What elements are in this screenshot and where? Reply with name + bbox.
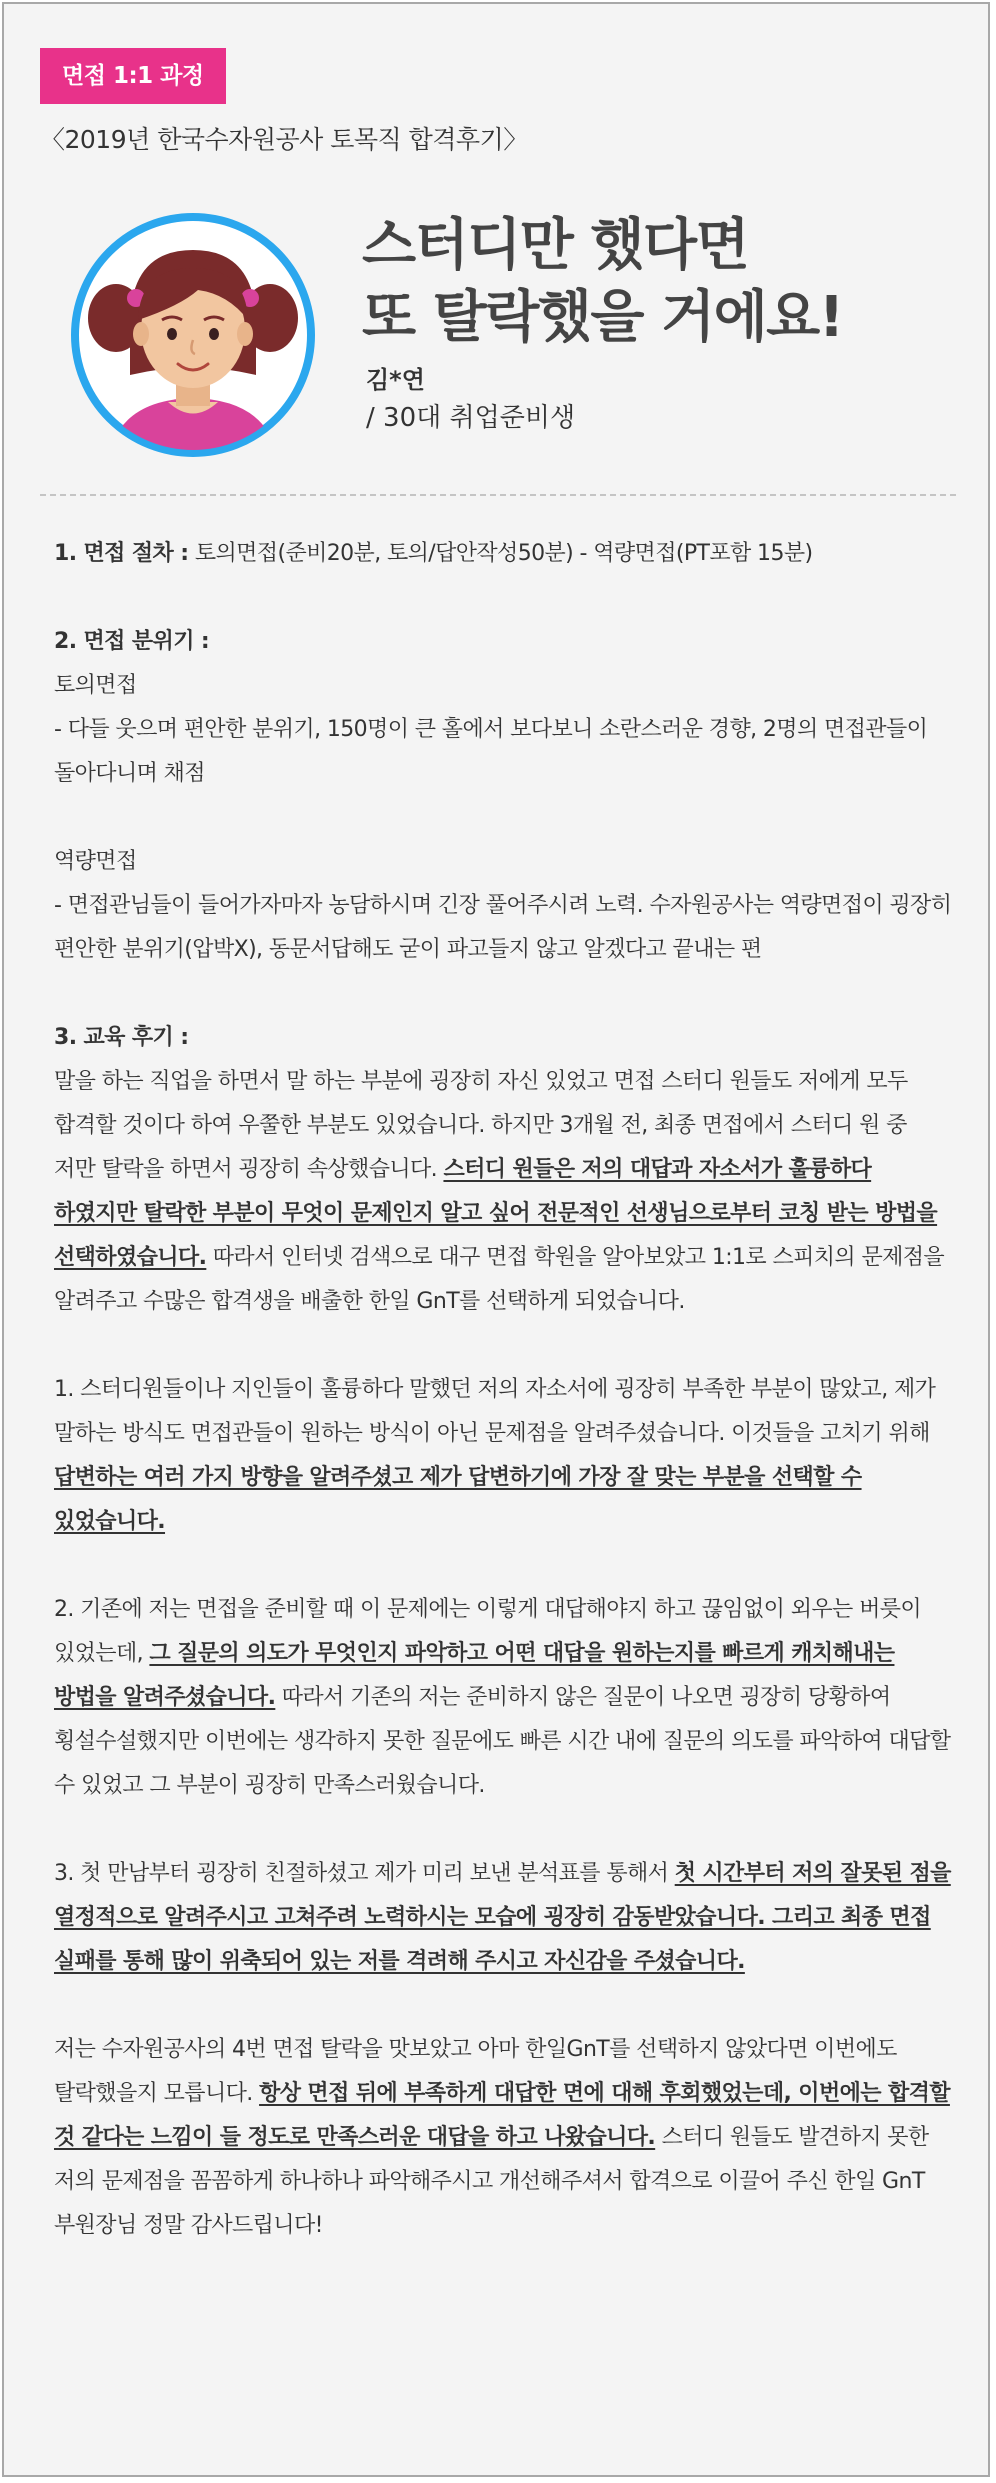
competency-title: 역량면접 [54, 849, 137, 874]
review-closing-text-2: 스터디 원들도 발견하지 못한 저의 문제점을 꼼꼼하게 하나하나 파악해주시고 개선해주셔서 합격으로 이끌어 주신 한일 GnT 부원장님 정말 감사드립니다! [54, 2125, 929, 2238]
review-card [2, 2, 990, 2477]
review-subtitle: 〈2019년 한국수자원공사 토목직 합격후기〉 [40, 125, 528, 154]
discussion-text: - 다들 웃으며 편안한 분위기, 150명이 큰 홀에서 보다보니 소란스러운 경향, 2명의 면접관들이 돌아다니며 채점 [54, 717, 928, 786]
section-divider [40, 494, 956, 496]
review-closing [54, 2028, 954, 2248]
review-point-2-highlight: 그 질문의 의도가 무엇인지 파악하고 어떤 대답을 원하는지를 빠르게 캐치해내는 방법을 알려주셨습니다. [54, 1641, 895, 1710]
review-point-3-text: 3. 첫 만남부터 굉장히 친절하셨고 제가 미리 보낸 분석표를 통해서 [54, 1861, 675, 1886]
review-point-2-text: 2. 기존에 저는 면접을 준비할 때 이 문제에는 이렇게 대답해야지 하고 끊임없이 외우는 버릇이 있었는데, [54, 1597, 922, 1666]
procedure-label: 1. 면접 절차 : [54, 541, 189, 566]
review-intro-text: 말을 하는 직업을 하면서 말 하는 부분에 굉장히 자신 있었고 면접 스터디 원들도 저에게 모두 합격할 것이다 하여 우쭐한 부분도 있었습니다. 하지만 3개월 전, 최종 면접에서 스터디 원 중 저만 탈락을 하면서 굉장히 속상했습니다. [54, 1069, 908, 1182]
author-occupation: / 30대 취업준비생 [366, 403, 576, 433]
headline-line-1: 스터디만 했다면 [362, 213, 749, 278]
review-closing-highlight: 항상 면접 뒤에 부족하게 대답한 면에 대해 후회했었는데, 이번에는 합격할 것 같다는 느낌이 들 정도로 만족스러운 대답을 하고 나왔습니다. [54, 2081, 950, 2150]
course-badge: 면접 1:1 과정 [40, 48, 226, 104]
review-point-3-highlight: 첫 시간부터 저의 잘못된 점을 열정적으로 알려주시고 고쳐주려 노력하시는 모습에 굉장히 감동받았습니다. 그리고 최종 면접 실패를 통해 많이 위축되어 있는 저를 격려해 주시고 자신감을 주셨습니다. [54, 1861, 951, 1974]
competency-text: - 면접관님들이 들어가자마자 농담하시며 긴장 풀어주시려 노력. 수자원공사는 역량면접이 굉장히 편안한 분위기(압박X), 동문서답해도 굳이 파고들지 않고 알겠다고 끝내는 편 [54, 893, 952, 962]
review-point-1-text: 1. 스터디원들이나 지인들이 훌륭하다 말했던 저의 자소서에 굉장히 부족한 부분이 많았고, 제가 말하는 방식도 면접관들이 원하는 방식이 아닌 문제점을 알려주셨습니다. 이것들을 고치기 위해 [54, 1377, 936, 1446]
review-point-2 [54, 1588, 954, 1808]
review-intro-text-2: 따라서 인터넷 검색으로 대구 면접 학원을 알아보았고 1:1로 스피치의 문제점을 알려주고 수많은 합격생을 배출한 한일 GnT를 선택하게 되었습니다. [54, 1245, 945, 1314]
review-point-2-text-2: 따라서 기존의 저는 준비하지 않은 질문이 나오면 굉장히 당황하여 횡설수설했지만 이번에는 생각하지 못한 질문에도 빠른 시간 내에 질문의 의도를 파악하여 대답할 수 있었고 그 부분이 굉장히 만족스러웠습니다. [54, 1685, 951, 1798]
review-point-1-highlight: 답변하는 여러 가지 방향을 알려주셨고 제가 답변하기에 가장 잘 맞는 부분을 선택할 수 있었습니다. [54, 1465, 862, 1534]
avatar [68, 210, 318, 460]
discussion-title: 토의면접 [54, 673, 137, 698]
author-name: 김*연 [366, 366, 425, 394]
procedure-paragraph [54, 532, 954, 576]
headline [362, 210, 962, 354]
review-closing-text: 저는 수자원공사의 4번 면접 탈락을 맛보았고 아마 한일GnT를 선택하지 않았다면 이번에도 탈락했을지 모릅니다. [54, 2037, 897, 2106]
review-point-3 [54, 1852, 954, 1984]
girl-avatar-icon [68, 210, 318, 460]
review-content [54, 532, 954, 2248]
review-intro-highlight: 스터디 원들은 저의 대답과 자소서가 훌륭하다 하였지만 탈락한 부분이 무엇이 문제인지 알고 싶어 전문적인 선생님으로부터 코칭 받는 방법을 선택하였습니다. [54, 1157, 938, 1270]
procedure-text: 토의면접(준비20분, 토의/답안작성50분) - 역량면접(PT포함 15분) [188, 541, 813, 566]
review-point-1 [54, 1368, 954, 1544]
headline-line-2: 또 탈락했을 거에요! [362, 285, 843, 350]
review-label: 3. 교육 후기 : [54, 1025, 189, 1050]
atmosphere-label: 2. 면접 분위기 : [54, 629, 210, 654]
review-intro [54, 1060, 954, 1324]
